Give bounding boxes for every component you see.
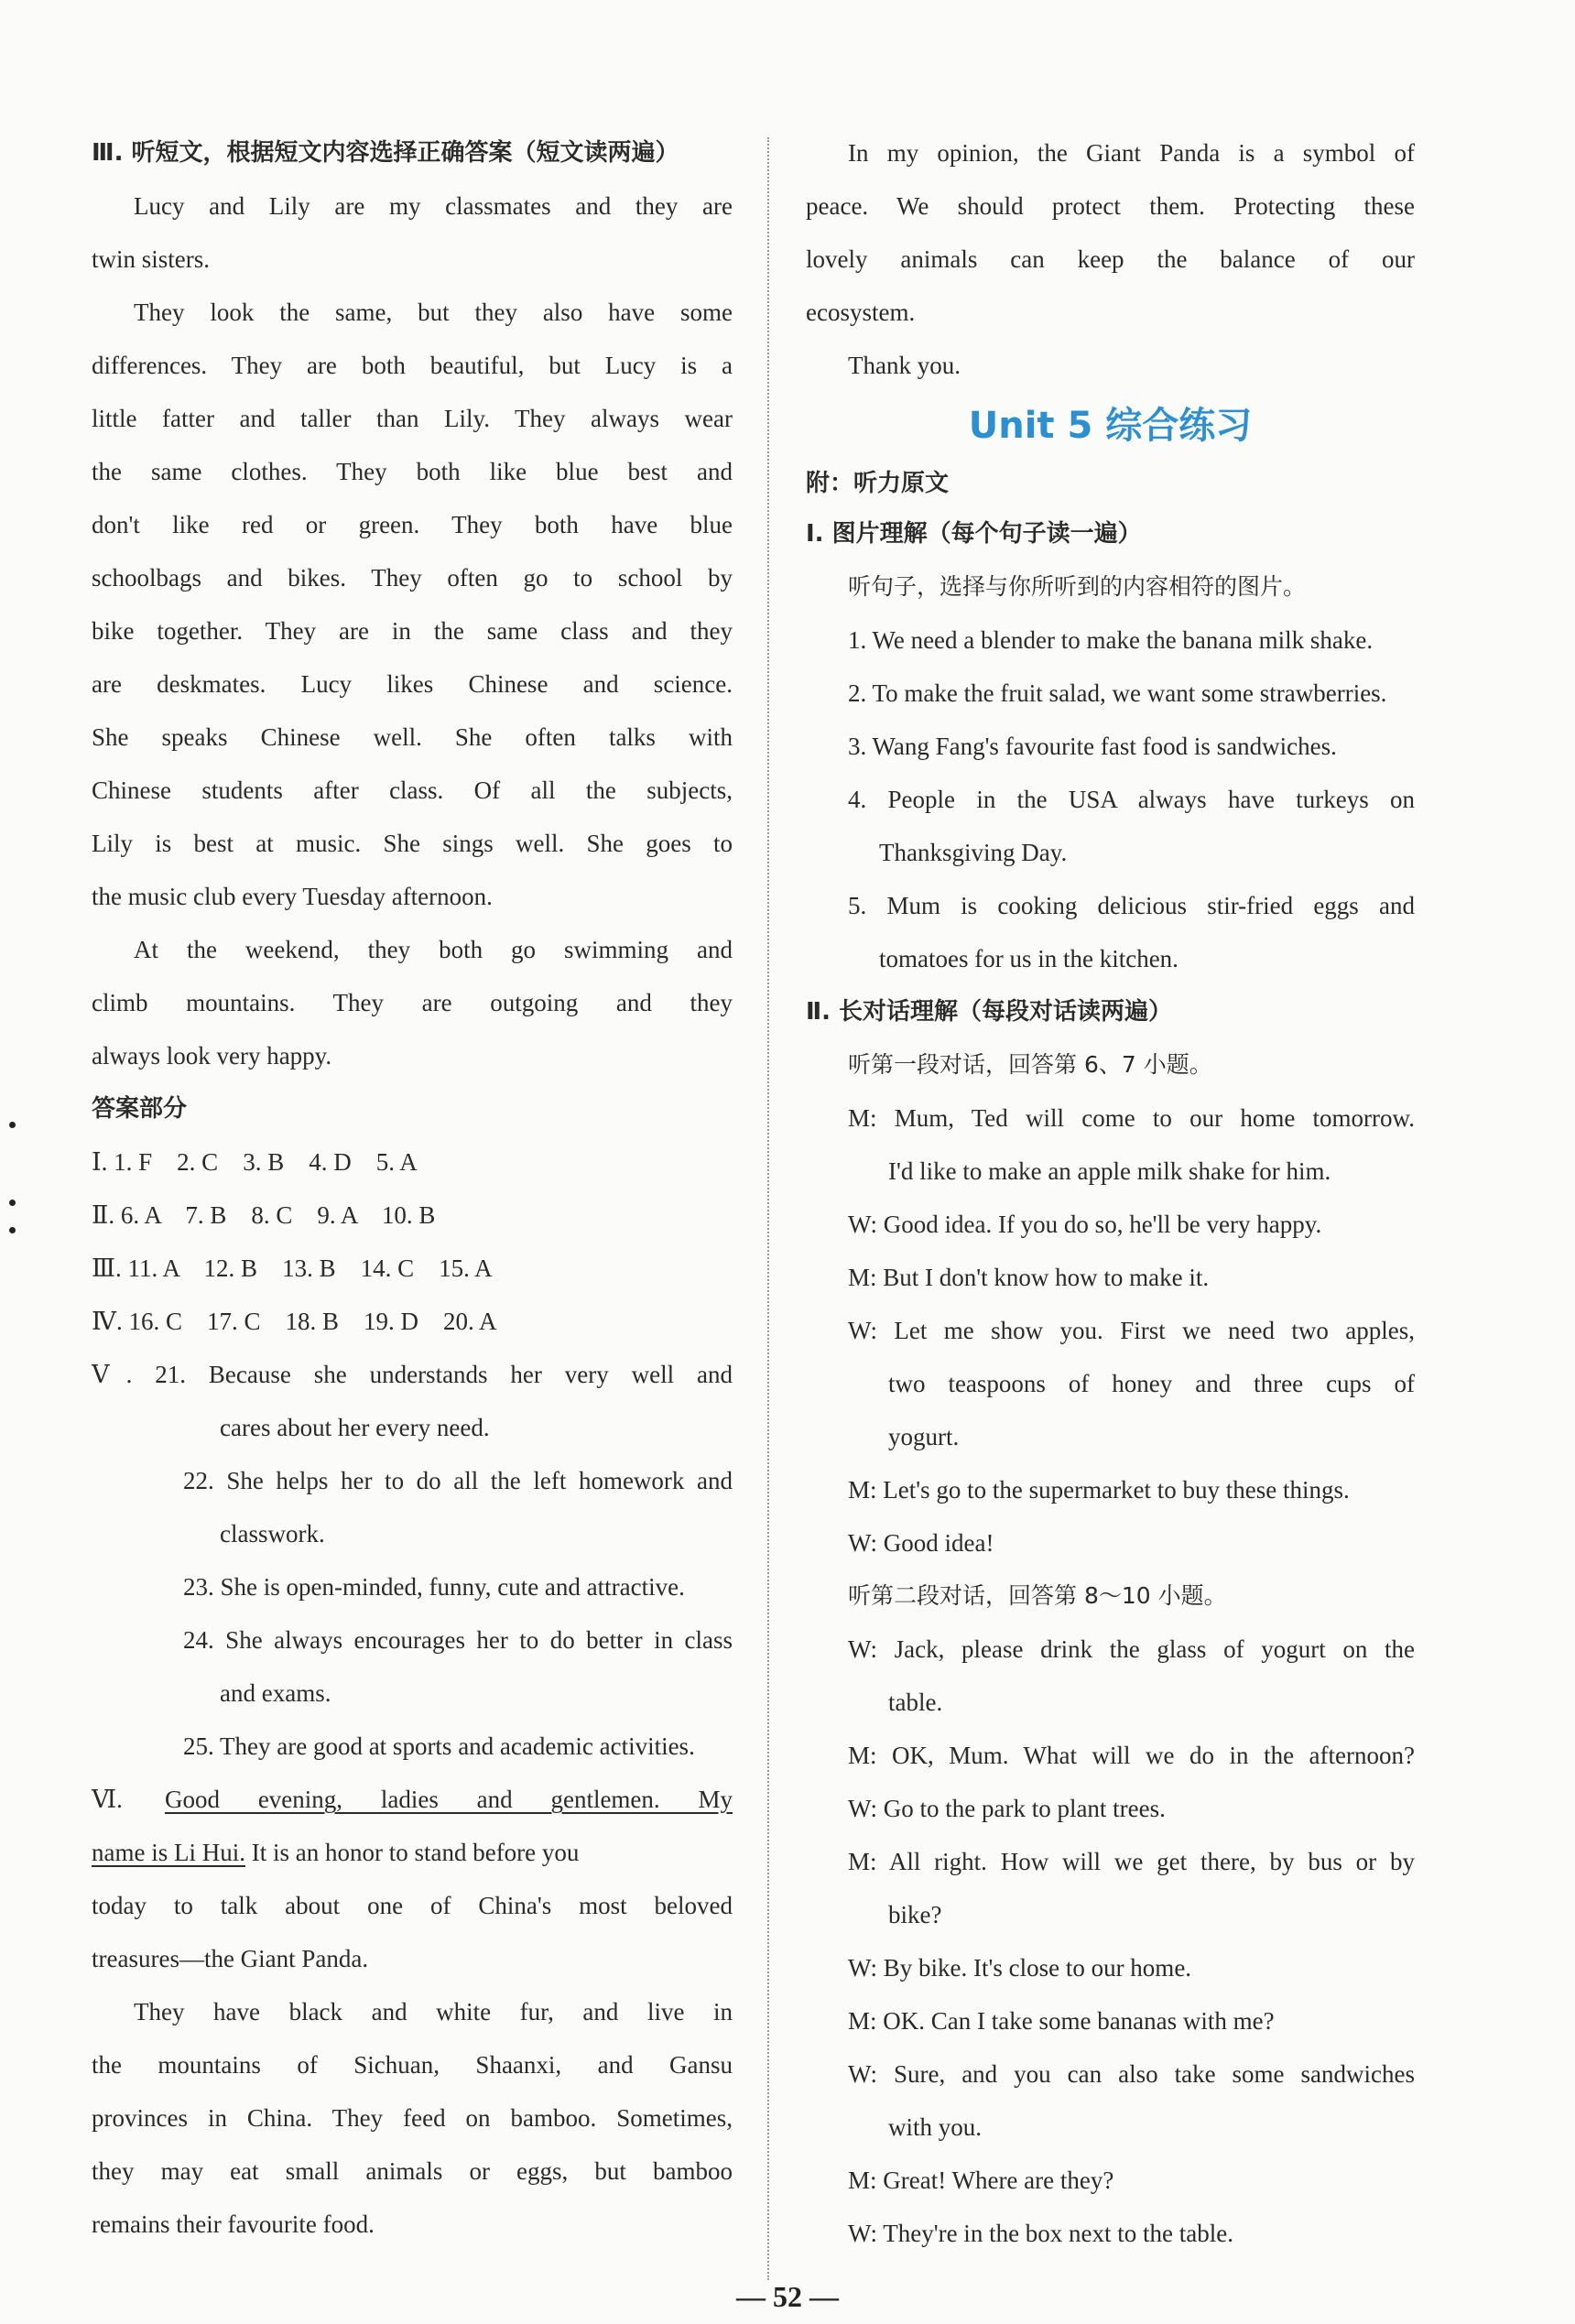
dialog-1-instruction: 听第一段对话，回答第 6、7 小题。 — [848, 1051, 1212, 1078]
passage-line: schoolbags and bikes. They often go to school by — [92, 564, 733, 592]
speech-opening: Good evening, ladies and gentlemen. My — [165, 1786, 733, 1813]
speech-line: today to talk about one of China's most beloved — [92, 1892, 733, 1919]
speech-line: ecosystem. — [806, 299, 916, 326]
appendix-heading: 附：听力原文 — [806, 470, 950, 497]
dialog-line: M: Let's go to the supermarket to buy these things. — [848, 1476, 1350, 1504]
column-divider — [767, 137, 769, 2280]
speech-line: remains their favourite food. — [92, 2210, 375, 2238]
section-6-first-line — [92, 1773, 733, 1826]
passage-line: bike together. They are in the same class and they — [92, 617, 733, 645]
passage-line: always look very happy. — [92, 1042, 332, 1070]
passage-line: the music club every Tuesday afternoon. — [92, 883, 493, 910]
dialog-line: M: OK, Mum. What will we do in the afternoon? — [848, 1742, 1415, 1769]
speech-line: treasures—the Giant Panda. — [92, 1945, 369, 1972]
dialog-2 — [806, 1623, 1415, 2260]
answer-line: classwork. — [220, 1520, 325, 1548]
dialog-line: W: Jack, please drink the glass of yogurt on the — [848, 1635, 1415, 1663]
dialog-line: M: But I don't know how to make it. — [848, 1264, 1210, 1291]
margin-dot — [9, 1227, 16, 1233]
dialog-line: W: By bike. It's close to our home. — [848, 1954, 1192, 1982]
sentence-line: 2. To make the fruit salad, we want some strawberries. — [848, 679, 1387, 707]
speech-line: provinces in China. They feed on bamboo. Sometimes, — [92, 2104, 733, 2132]
part-2-heading: Ⅱ. 长对话理解（每段对话读两遍） — [806, 998, 1173, 1026]
passage-line: are deskmates. Lucy likes Chinese and science. — [92, 670, 733, 698]
passage-line: little fatter and taller than Lily. They always wear — [92, 405, 733, 432]
dialog-line: W: Sure, and you can also take some sandwiches — [848, 2060, 1415, 2088]
passage-line: At the weekend, they both go swimming and — [134, 936, 733, 963]
answer-line: Ⅴ. 21. Because she understands her very well and — [92, 1361, 733, 1388]
passage-line: twin sisters. — [92, 245, 211, 273]
part-1-heading: Ⅰ. 图片理解（每个句子读一遍） — [806, 520, 1142, 548]
speaker-name-line: name is Li Hui. — [92, 1839, 245, 1866]
dialog-1 — [806, 1091, 1415, 1569]
speech-continuation — [806, 126, 1415, 392]
speech-line: they may eat small animals or eggs, but bamboo — [92, 2157, 733, 2185]
passage-line: Lily is best at music. She sings well. She goes to — [92, 830, 733, 857]
dialog-line: I'd like to make an apple milk shake for him. — [888, 1157, 1331, 1185]
dialog-line: two teaspoons of honey and three cups of — [888, 1370, 1415, 1397]
passage-line: the same clothes. They both like blue best and — [92, 458, 733, 485]
answer-line: 25. They are good at sports and academic activities. — [183, 1732, 695, 1760]
speech-line: In my opinion, the Giant Panda is a symbol of — [848, 139, 1415, 167]
speech-line: Thank you. — [848, 352, 961, 379]
dialog-line: W: They're in the box next to the table. — [848, 2220, 1233, 2247]
dialog-line: M: OK. Can I take some bananas with me? — [848, 2007, 1275, 2035]
answer-row: Ⅲ. 11. A 12. B 13. B 14. C 15. A — [92, 1254, 493, 1282]
section-6-second-line — [92, 1826, 733, 1879]
dialog-line: M: Mum, Ted will come to our home tomorrow. — [848, 1104, 1415, 1132]
answers-heading: 答案部分 — [92, 1095, 188, 1123]
answer-line: and exams. — [220, 1679, 331, 1707]
speech-line: They have black and white fur, and live in — [134, 1998, 733, 2025]
section-6-speech — [92, 1879, 733, 2251]
sentence-line: 1. We need a blender to make the banana milk shake. — [848, 626, 1374, 654]
speech-text: It is an honor to stand before you — [244, 1839, 580, 1866]
unit-title: Unit 5 综合练习 — [968, 405, 1253, 447]
section-3-heading: Ⅲ. 听短文，根据短文内容选择正确答案（短文读两遍） — [92, 139, 679, 167]
part-1-instruction: 听句子，选择与你所听到的内容相符的图片。 — [848, 573, 1307, 600]
dialog-line: W: Good idea! — [848, 1529, 994, 1557]
passage-line: don't like red or green. They both have blue — [92, 511, 733, 538]
dialog-line: yogurt. — [888, 1423, 960, 1450]
dialog-line: bike? — [888, 1901, 942, 1928]
passage-line: She speaks Chinese well. She often talks with — [92, 723, 733, 751]
listening-passage — [92, 179, 733, 1082]
margin-dot — [9, 1200, 16, 1206]
dialog-line: M: All right. How will we get there, by bus or by — [848, 1848, 1415, 1875]
passage-line: climb mountains. They are outgoing and they — [92, 989, 733, 1016]
page-number: — 52 — — [736, 2280, 839, 2313]
section-5-answers — [92, 1348, 733, 1773]
passage-line: Chinese students after class. Of all the subjects, — [92, 776, 733, 804]
answer-row: Ⅱ. 6. A 7. B 8. C 9. A 10. B — [92, 1201, 436, 1229]
passage-line: Lucy and Lily are my classmates and they are — [134, 192, 733, 220]
sentence-line: Thanksgiving Day. — [879, 839, 1068, 866]
dialog-line: W: Let me show you. First we need two apples, — [848, 1317, 1415, 1344]
passage-line: They look the same, but they also have some — [134, 299, 733, 326]
sentence-line: 4. People in the USA always have turkeys on — [848, 786, 1415, 813]
sentence-line: 3. Wang Fang's favourite fast food is sandwiches. — [848, 733, 1337, 760]
dialog-2-instruction: 听第二段对话，回答第 8～10 小题。 — [848, 1582, 1227, 1609]
speech-line: the mountains of Sichuan, Shaanxi, and Gansu — [92, 2051, 733, 2079]
dialog-line: with you. — [888, 2113, 983, 2141]
section-6-label: Ⅵ. — [92, 1786, 123, 1813]
speech-line: lovely animals can keep the balance of our — [806, 245, 1415, 273]
part-1-sentences — [806, 614, 1415, 985]
speech-line: peace. We should protect them. Protecting these — [806, 192, 1415, 220]
sentence-line: tomatoes for us in the kitchen. — [879, 945, 1179, 972]
answer-line: cares about her every need. — [220, 1414, 490, 1441]
answer-row: Ⅳ. 16. C 17. C 18. B 19. D 20. A — [92, 1308, 497, 1335]
sentence-line: 5. Mum is cooking delicious stir-fried eggs and — [848, 892, 1415, 919]
dialog-line: M: Great! Where are they? — [848, 2167, 1114, 2194]
answer-line: 23. She is open-minded, funny, cute and attractive. — [183, 1573, 685, 1601]
dialog-line: W: Go to the park to plant trees. — [848, 1795, 1166, 1822]
answer-line: 24. She always encourages her to do better in class — [183, 1626, 733, 1654]
margin-dot — [9, 1122, 16, 1128]
dialog-line: W: Good idea. If you do so, he'll be very happy. — [848, 1211, 1322, 1238]
answer-row: Ⅰ. 1. F 2. C 3. B 4. D 5. A — [92, 1148, 418, 1176]
left-column — [92, 126, 733, 2251]
answer-key — [92, 1135, 733, 1348]
dialog-line: table. — [888, 1689, 943, 1716]
right-column — [806, 126, 1415, 2260]
passage-line: differences. They are both beautiful, but Lucy is a — [92, 352, 733, 379]
answer-line: 22. She helps her to do all the left homework and — [183, 1467, 733, 1494]
